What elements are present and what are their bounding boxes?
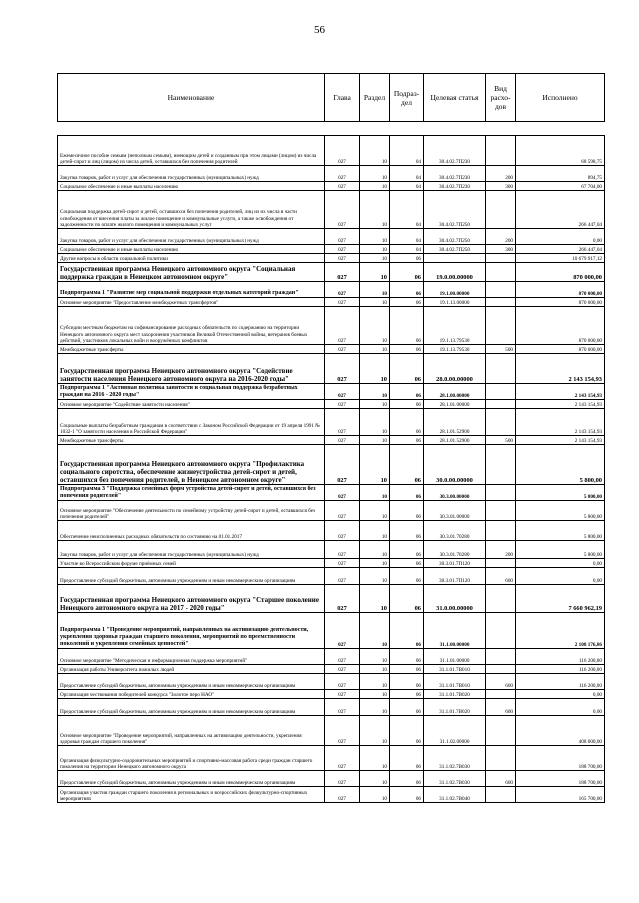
row-vid [486, 409, 516, 436]
row-vid [486, 298, 516, 307]
row-target: 30.0.00.00000 [424, 445, 486, 485]
row-target: 28.0.00.00000 [424, 354, 486, 384]
row-name: Подпрограмма 1 "Активная политика занятости и социальная поддержка безработных граждан на 2016 - 2020 годы" [58, 384, 325, 400]
row-podrazdel: 06 [390, 649, 424, 665]
row-vid: 600 [486, 699, 516, 716]
row-done: 68 598,75 [516, 136, 605, 166]
row-razdel: 10 [360, 746, 390, 771]
row-done: 266 447,04 [516, 245, 605, 254]
row-vid [486, 501, 516, 521]
row-razdel: 10 [360, 585, 390, 613]
row-podrazdel: 04 [390, 182, 424, 191]
row-glava: 027 [325, 559, 360, 568]
row-vid [486, 400, 516, 409]
row-name: Закупка товаров, работ и услуг для обеспечения государственных (муниципальных) нужд [58, 166, 325, 182]
header-target: Целевая статья [424, 74, 486, 122]
row-vid [486, 191, 516, 229]
table-row [58, 559, 605, 568]
row-name: Социальные выплаты безработным гражданам в соответствии с Законом Российской Федерации от 19 апреля 1991 № 1032-1 "О занятости населения в Российской Федерации" [58, 409, 325, 436]
row-name: Организация участия граждан старшего поколения в региональных и всероссийских физкультурно-спортивных мероприятиях [58, 787, 325, 803]
row-glava: 027 [325, 307, 360, 345]
row-glava: 027 [325, 298, 360, 307]
row-done: 2 143 154,93 [516, 354, 605, 384]
table-row [58, 585, 605, 613]
row-podrazdel: 06 [390, 771, 424, 787]
row-name: Социальное обеспечение и иные выплаты населению [58, 245, 325, 254]
row-name: Государственная программа Ненецкого автономного округа "Старшее поколение Ненецкого автономного округа на 2017 - 2020 годы" [58, 585, 325, 613]
row-vid [486, 613, 516, 649]
table-row [58, 541, 605, 559]
row-done: 188 700,00 [516, 771, 605, 787]
row-target: 31.1.01.00000 [424, 649, 486, 665]
row-name: Подпрограмма 1 "Проведение мероприятий, направленных на активизацию деятельности, укрепления здоровья граждан старшего поколения, мероприятий по преемственности поколений и укрепления семейных ценностей" [58, 613, 325, 649]
row-podrazdel: 06 [390, 787, 424, 803]
row-vid [486, 690, 516, 699]
row-name: Предоставление субсидий бюджетным, автономным учреждениям и иным некоммерческим организациям [58, 568, 325, 585]
row-target: 30.3.01.70280 [424, 521, 486, 541]
row-podrazdel: 06 [390, 254, 424, 263]
table-row [58, 298, 605, 307]
row-glava: 027 [325, 263, 360, 282]
row-glava: 027 [325, 521, 360, 541]
row-name: Подпрограмма 3 "Поддержка семейных форм устройства детей-сирот и детей, оставшихся без попечения родителей" [58, 485, 325, 501]
row-done: 0,00 [516, 559, 605, 568]
row-podrazdel: 06 [390, 699, 424, 716]
row-razdel: 10 [360, 665, 390, 674]
row-glava: 027 [325, 400, 360, 409]
row-podrazdel: 06 [390, 354, 424, 384]
row-name: Социальное обеспечение и иные выплаты населению [58, 182, 325, 191]
row-razdel: 10 [360, 191, 390, 229]
table-row [58, 716, 605, 746]
row-razdel: 10 [360, 674, 390, 690]
header-name: Наименование [58, 74, 325, 122]
header-razdel: Раздел [360, 74, 390, 122]
row-done: 870 000,00 [516, 282, 605, 298]
row-razdel: 10 [360, 409, 390, 436]
row-target: 30.3.00.00000 [424, 485, 486, 501]
row-name: Предоставление субсидий бюджетным, автономным учреждениям и иным некоммерческим организациям [58, 674, 325, 690]
row-target: 31.1.01.7В020 [424, 690, 486, 699]
table-row [58, 354, 605, 384]
row-glava: 027 [325, 746, 360, 771]
row-name: Другие вопросы в области социальной политики [58, 254, 325, 263]
row-podrazdel: 06 [390, 716, 424, 746]
row-glava: 027 [325, 282, 360, 298]
row-done: 894,75 [516, 166, 605, 182]
row-vid [486, 384, 516, 400]
row-razdel: 10 [360, 559, 390, 568]
row-razdel: 10 [360, 613, 390, 649]
row-glava: 027 [325, 409, 360, 436]
row-vid [486, 521, 516, 541]
row-target: 31.1.01.7В010 [424, 674, 486, 690]
table-row [58, 182, 605, 191]
row-done: 5 800,00 [516, 541, 605, 559]
row-glava: 027 [325, 568, 360, 585]
row-vid: 300 [486, 182, 516, 191]
row-target: 30.3.01.00000 [424, 501, 486, 521]
row-name: Государственная программа Ненецкого автономного округа "Профилактика социального сиротства, обеспечение жизнеустройства детей-сирот и детей, оставшихся без попечения родителей, в Ненецком автономном округе" [58, 445, 325, 485]
row-target [424, 254, 486, 263]
row-target: 19.0.00.00000 [424, 263, 486, 282]
table-row [58, 568, 605, 585]
row-target: 28.1.00.00000 [424, 384, 486, 400]
row-done: 67 704,00 [516, 182, 605, 191]
table-row [58, 254, 605, 263]
row-done: 116 200,00 [516, 649, 605, 665]
row-glava: 027 [325, 699, 360, 716]
row-done: 116 200,00 [516, 674, 605, 690]
row-glava: 027 [325, 787, 360, 803]
row-razdel: 10 [360, 649, 390, 665]
row-done: 0,00 [516, 690, 605, 699]
row-target: 30.3.01.7П120 [424, 559, 486, 568]
row-glava: 027 [325, 345, 360, 354]
row-podrazdel: 06 [390, 282, 424, 298]
row-name: Субсидии местным бюджетам на софинансирование расходных обязательств по содержанию на территории Ненецкого автономного округа мест захоронения участников Великой Отечественной войны, ветеранов боевых действий, участников локальных войн и вооружённых конфликтов [58, 307, 325, 345]
row-name: Участие во Всероссийском форуме приёмных семей [58, 559, 325, 568]
row-target: 31.1.01.7В010 [424, 665, 486, 674]
row-name: Основное мероприятие "Методическая и информационная поддержка мероприятий" [58, 649, 325, 665]
row-vid [486, 559, 516, 568]
row-glava: 027 [325, 182, 360, 191]
row-podrazdel: 04 [390, 191, 424, 229]
row-razdel: 10 [360, 436, 390, 445]
row-vid: 500 [486, 436, 516, 445]
row-podrazdel: 06 [390, 541, 424, 559]
row-vid [486, 263, 516, 282]
row-name: Организация физкультурно-оздоровительных мероприятий и спортивно-массовая работа среди граждан старшего поколения на территории Ненецкого автономного округа [58, 746, 325, 771]
row-podrazdel: 06 [390, 674, 424, 690]
table-row [58, 191, 605, 229]
row-target: 30.3.01.7П120 [424, 568, 486, 585]
row-vid [486, 485, 516, 501]
row-vid [486, 665, 516, 674]
row-podrazdel: 04 [390, 245, 424, 254]
row-razdel: 10 [360, 282, 390, 298]
table-header-row [58, 74, 605, 122]
row-podrazdel: 04 [390, 229, 424, 245]
row-vid: 200 [486, 229, 516, 245]
row-vid [486, 787, 516, 803]
table-row [58, 613, 605, 649]
row-podrazdel: 06 [390, 521, 424, 541]
row-glava: 027 [325, 166, 360, 182]
row-razdel: 10 [360, 136, 390, 166]
row-name: Организация работы Университета пожилых людей [58, 665, 325, 674]
row-vid: 300 [486, 245, 516, 254]
row-done: 188 700,00 [516, 746, 605, 771]
row-vid: 200 [486, 541, 516, 559]
table-row [58, 445, 605, 485]
row-podrazdel: 06 [390, 485, 424, 501]
row-vid [486, 136, 516, 166]
row-done: 870 000,00 [516, 263, 605, 282]
table-row [58, 436, 605, 445]
row-name: Социальная поддержка детей-сирот и детей, оставшихся без попечения родителей, лиц из их числа в части освобождения от внесения платы за жилое помещение и коммунальные услуги, а также освобождения от задолженности по оплате жилого помещения и коммунальных услуг [58, 191, 325, 229]
row-vid [486, 282, 516, 298]
row-razdel: 10 [360, 445, 390, 485]
row-vid [486, 354, 516, 384]
table-row [58, 307, 605, 345]
row-done: 5 800,00 [516, 445, 605, 485]
row-vid: 500 [486, 345, 516, 354]
table-row [58, 746, 605, 771]
row-vid: 600 [486, 771, 516, 787]
row-name: Основное мероприятие "Обеспечение деятельности по семейному устройству детей-сирот и детей, оставшихся без попечения родителей" [58, 501, 325, 521]
row-glava: 027 [325, 613, 360, 649]
row-glava: 027 [325, 436, 360, 445]
row-vid [486, 585, 516, 613]
row-glava: 027 [325, 541, 360, 559]
table-row [58, 384, 605, 400]
row-razdel: 10 [360, 690, 390, 699]
row-razdel: 10 [360, 771, 390, 787]
row-target: 28.1.01.00000 [424, 400, 486, 409]
table-row [58, 282, 605, 298]
row-target: 30.4.02.7П230 [424, 166, 486, 182]
table-row [58, 136, 605, 166]
row-razdel: 10 [360, 254, 390, 263]
row-target: 28.1.01.52900 [424, 436, 486, 445]
row-done: 0,00 [516, 568, 605, 585]
row-glava: 027 [325, 716, 360, 746]
row-name: Государственная программа Ненецкого автономного округа "Социальная поддержка граждан в Ненецком автономном округе" [58, 263, 325, 282]
row-target: 19.1.00.00000 [424, 282, 486, 298]
row-done: 116 200,00 [516, 665, 605, 674]
row-name: Основное мероприятие "Проведение мероприятий, направленных на активизацию деятельности, укрепления здоровья граждан старшего поколения" [58, 716, 325, 746]
row-done: 5 800,00 [516, 501, 605, 521]
row-razdel: 10 [360, 501, 390, 521]
row-glava: 027 [325, 665, 360, 674]
row-razdel: 10 [360, 298, 390, 307]
row-podrazdel: 06 [390, 665, 424, 674]
row-podrazdel: 06 [390, 384, 424, 400]
header-vid: Вид расхо-дов [486, 74, 516, 122]
row-done: 0,00 [516, 229, 605, 245]
row-done: 2 143 154,93 [516, 400, 605, 409]
row-razdel: 10 [360, 166, 390, 182]
row-done: 10 679 917,12 [516, 254, 605, 263]
table-row [58, 400, 605, 409]
page-number: 56 [314, 24, 325, 36]
table-row [58, 771, 605, 787]
row-target: 30.3.01.70280 [424, 541, 486, 559]
row-glava: 027 [325, 445, 360, 485]
row-vid: 600 [486, 674, 516, 690]
row-name: Основное мероприятие "Предоставление межбюджетных трансфертов" [58, 298, 325, 307]
row-podrazdel: 06 [390, 613, 424, 649]
row-podrazdel: 06 [390, 585, 424, 613]
row-glava: 027 [325, 136, 360, 166]
row-podrazdel: 04 [390, 136, 424, 166]
table-row [58, 674, 605, 690]
row-done: 870 000,00 [516, 345, 605, 354]
row-target: 30.4.02.7П230 [424, 136, 486, 166]
row-done: 5 800,00 [516, 521, 605, 541]
row-vid [486, 746, 516, 771]
row-podrazdel: 06 [390, 436, 424, 445]
row-razdel: 10 [360, 229, 390, 245]
table-row [58, 699, 605, 716]
row-glava: 027 [325, 690, 360, 699]
row-target: 31.1.00.00000 [424, 613, 486, 649]
row-vid [486, 445, 516, 485]
row-vid: 200 [486, 166, 516, 182]
row-razdel: 10 [360, 485, 390, 501]
table-row [58, 229, 605, 245]
row-target: 30.4.02.7П250 [424, 245, 486, 254]
row-vid [486, 307, 516, 345]
row-done: 5 800,00 [516, 485, 605, 501]
row-target: 19.1.13.00000 [424, 298, 486, 307]
row-target: 31.1.02.7В040 [424, 787, 486, 803]
row-podrazdel: 06 [390, 568, 424, 585]
header-podrazdel: Подраз-дел [390, 74, 424, 122]
row-done: 870 000,00 [516, 298, 605, 307]
row-glava: 027 [325, 191, 360, 229]
row-done: 2 143 154,93 [516, 436, 605, 445]
row-target: 19.1.13.79530 [424, 345, 486, 354]
row-name: Предоставление субсидий бюджетным, автономным учреждениям и иным некоммерческим организациям [58, 771, 325, 787]
row-razdel: 10 [360, 699, 390, 716]
row-glava: 027 [325, 485, 360, 501]
table-row [58, 690, 605, 699]
row-razdel: 10 [360, 354, 390, 384]
row-razdel: 10 [360, 521, 390, 541]
header-gap [58, 122, 605, 136]
row-target: 30.4.02.7П250 [424, 191, 486, 229]
row-name: Обеспечение неисполненных расходных обязательств по состоянию на 01.01.2017 [58, 521, 325, 541]
row-name: Организация чествования победителей конкурса "Золотое перо НАО" [58, 690, 325, 699]
row-name: Предоставление субсидий бюджетным, автономным учреждениям и иным некоммерческим организациям [58, 699, 325, 716]
row-podrazdel: 06 [390, 690, 424, 699]
row-done: 408 000,00 [516, 716, 605, 746]
row-done: 7 660 962,19 [516, 585, 605, 613]
row-razdel: 10 [360, 716, 390, 746]
row-razdel: 10 [360, 345, 390, 354]
table-body [58, 136, 605, 803]
row-razdel: 10 [360, 263, 390, 282]
row-glava: 027 [325, 674, 360, 690]
row-name: Ежемесячное пособие семьям (неполным семьям), имеющим детей и созданным при этом лицами (лицом) из числа детей-сирот и лиц (лицом) из числа детей, оставшихся без попечения родителей [58, 136, 325, 166]
row-podrazdel: 06 [390, 501, 424, 521]
row-glava: 027 [325, 649, 360, 665]
row-podrazdel: 06 [390, 559, 424, 568]
row-done: 2 108 176,86 [516, 613, 605, 649]
table-row [58, 345, 605, 354]
row-target: 31.1.01.7В020 [424, 699, 486, 716]
row-glava: 027 [325, 229, 360, 245]
row-target: 31.0.00.00000 [424, 585, 486, 613]
table-row [58, 166, 605, 182]
row-glava: 027 [325, 771, 360, 787]
row-target: 31.1.02.00000 [424, 716, 486, 746]
row-vid [486, 649, 516, 665]
row-target: 31.1.02.7В030 [424, 771, 486, 787]
row-glava: 027 [325, 585, 360, 613]
row-name: Закупка товаров, работ и услуг для обеспечения государственных (муниципальных) нужд [58, 541, 325, 559]
table-row [58, 787, 605, 803]
table-row [58, 665, 605, 674]
row-razdel: 10 [360, 245, 390, 254]
row-razdel: 10 [360, 541, 390, 559]
row-podrazdel: 04 [390, 166, 424, 182]
row-razdel: 10 [360, 182, 390, 191]
row-done: 870 000,00 [516, 307, 605, 345]
row-podrazdel: 06 [390, 409, 424, 436]
row-done: 0,00 [516, 699, 605, 716]
row-razdel: 10 [360, 400, 390, 409]
row-glava: 027 [325, 254, 360, 263]
table-row [58, 245, 605, 254]
row-name: Межбюджетные трансферты [58, 436, 325, 445]
row-target: 28.1.01.52900 [424, 409, 486, 436]
row-glava: 027 [325, 245, 360, 254]
row-glava: 027 [325, 501, 360, 521]
row-target: 19.1.13.79530 [424, 307, 486, 345]
row-name: Основное мероприятие "Содействие занятости населения" [58, 400, 325, 409]
row-razdel: 10 [360, 568, 390, 585]
row-podrazdel: 06 [390, 345, 424, 354]
table-row [58, 649, 605, 665]
row-podrazdel: 06 [390, 307, 424, 345]
row-target: 30.4.02.7П250 [424, 229, 486, 245]
row-done: 2 143 154,93 [516, 384, 605, 400]
table-row [58, 521, 605, 541]
table-row [58, 263, 605, 282]
row-podrazdel: 06 [390, 746, 424, 771]
row-podrazdel: 06 [390, 298, 424, 307]
row-name: Закупка товаров, работ и услуг для обеспечения государственных (муниципальных) нужд [58, 229, 325, 245]
row-done: 165 700,00 [516, 787, 605, 803]
header-glava: Глава [325, 74, 360, 122]
row-razdel: 10 [360, 787, 390, 803]
row-vid [486, 716, 516, 746]
row-name: Подпрограмма 1 "Развитие мер социальной поддержки отдельных категорий граждан" [58, 282, 325, 298]
row-target: 30.4.02.7П230 [424, 182, 486, 191]
row-vid: 600 [486, 568, 516, 585]
header-done: Исполнено [516, 74, 605, 122]
table-row [58, 409, 605, 436]
table-row [58, 485, 605, 501]
row-done: 2 143 154,93 [516, 409, 605, 436]
row-glava: 027 [325, 354, 360, 384]
row-podrazdel: 06 [390, 400, 424, 409]
row-done: 266 447,04 [516, 191, 605, 229]
row-target: 31.1.02.7В030 [424, 746, 486, 771]
row-name: Межбюджетные трансферты [58, 345, 325, 354]
budget-table [57, 73, 605, 803]
table-row [58, 501, 605, 521]
row-podrazdel: 06 [390, 263, 424, 282]
row-glava: 027 [325, 384, 360, 400]
row-podrazdel: 06 [390, 445, 424, 485]
row-name: Государственная программа Ненецкого автономного округа "Содействие занятости населения Ненецкого автономного округа на 2016-2020 годы" [58, 354, 325, 384]
row-razdel: 10 [360, 307, 390, 345]
row-vid [486, 254, 516, 263]
row-razdel: 10 [360, 384, 390, 400]
